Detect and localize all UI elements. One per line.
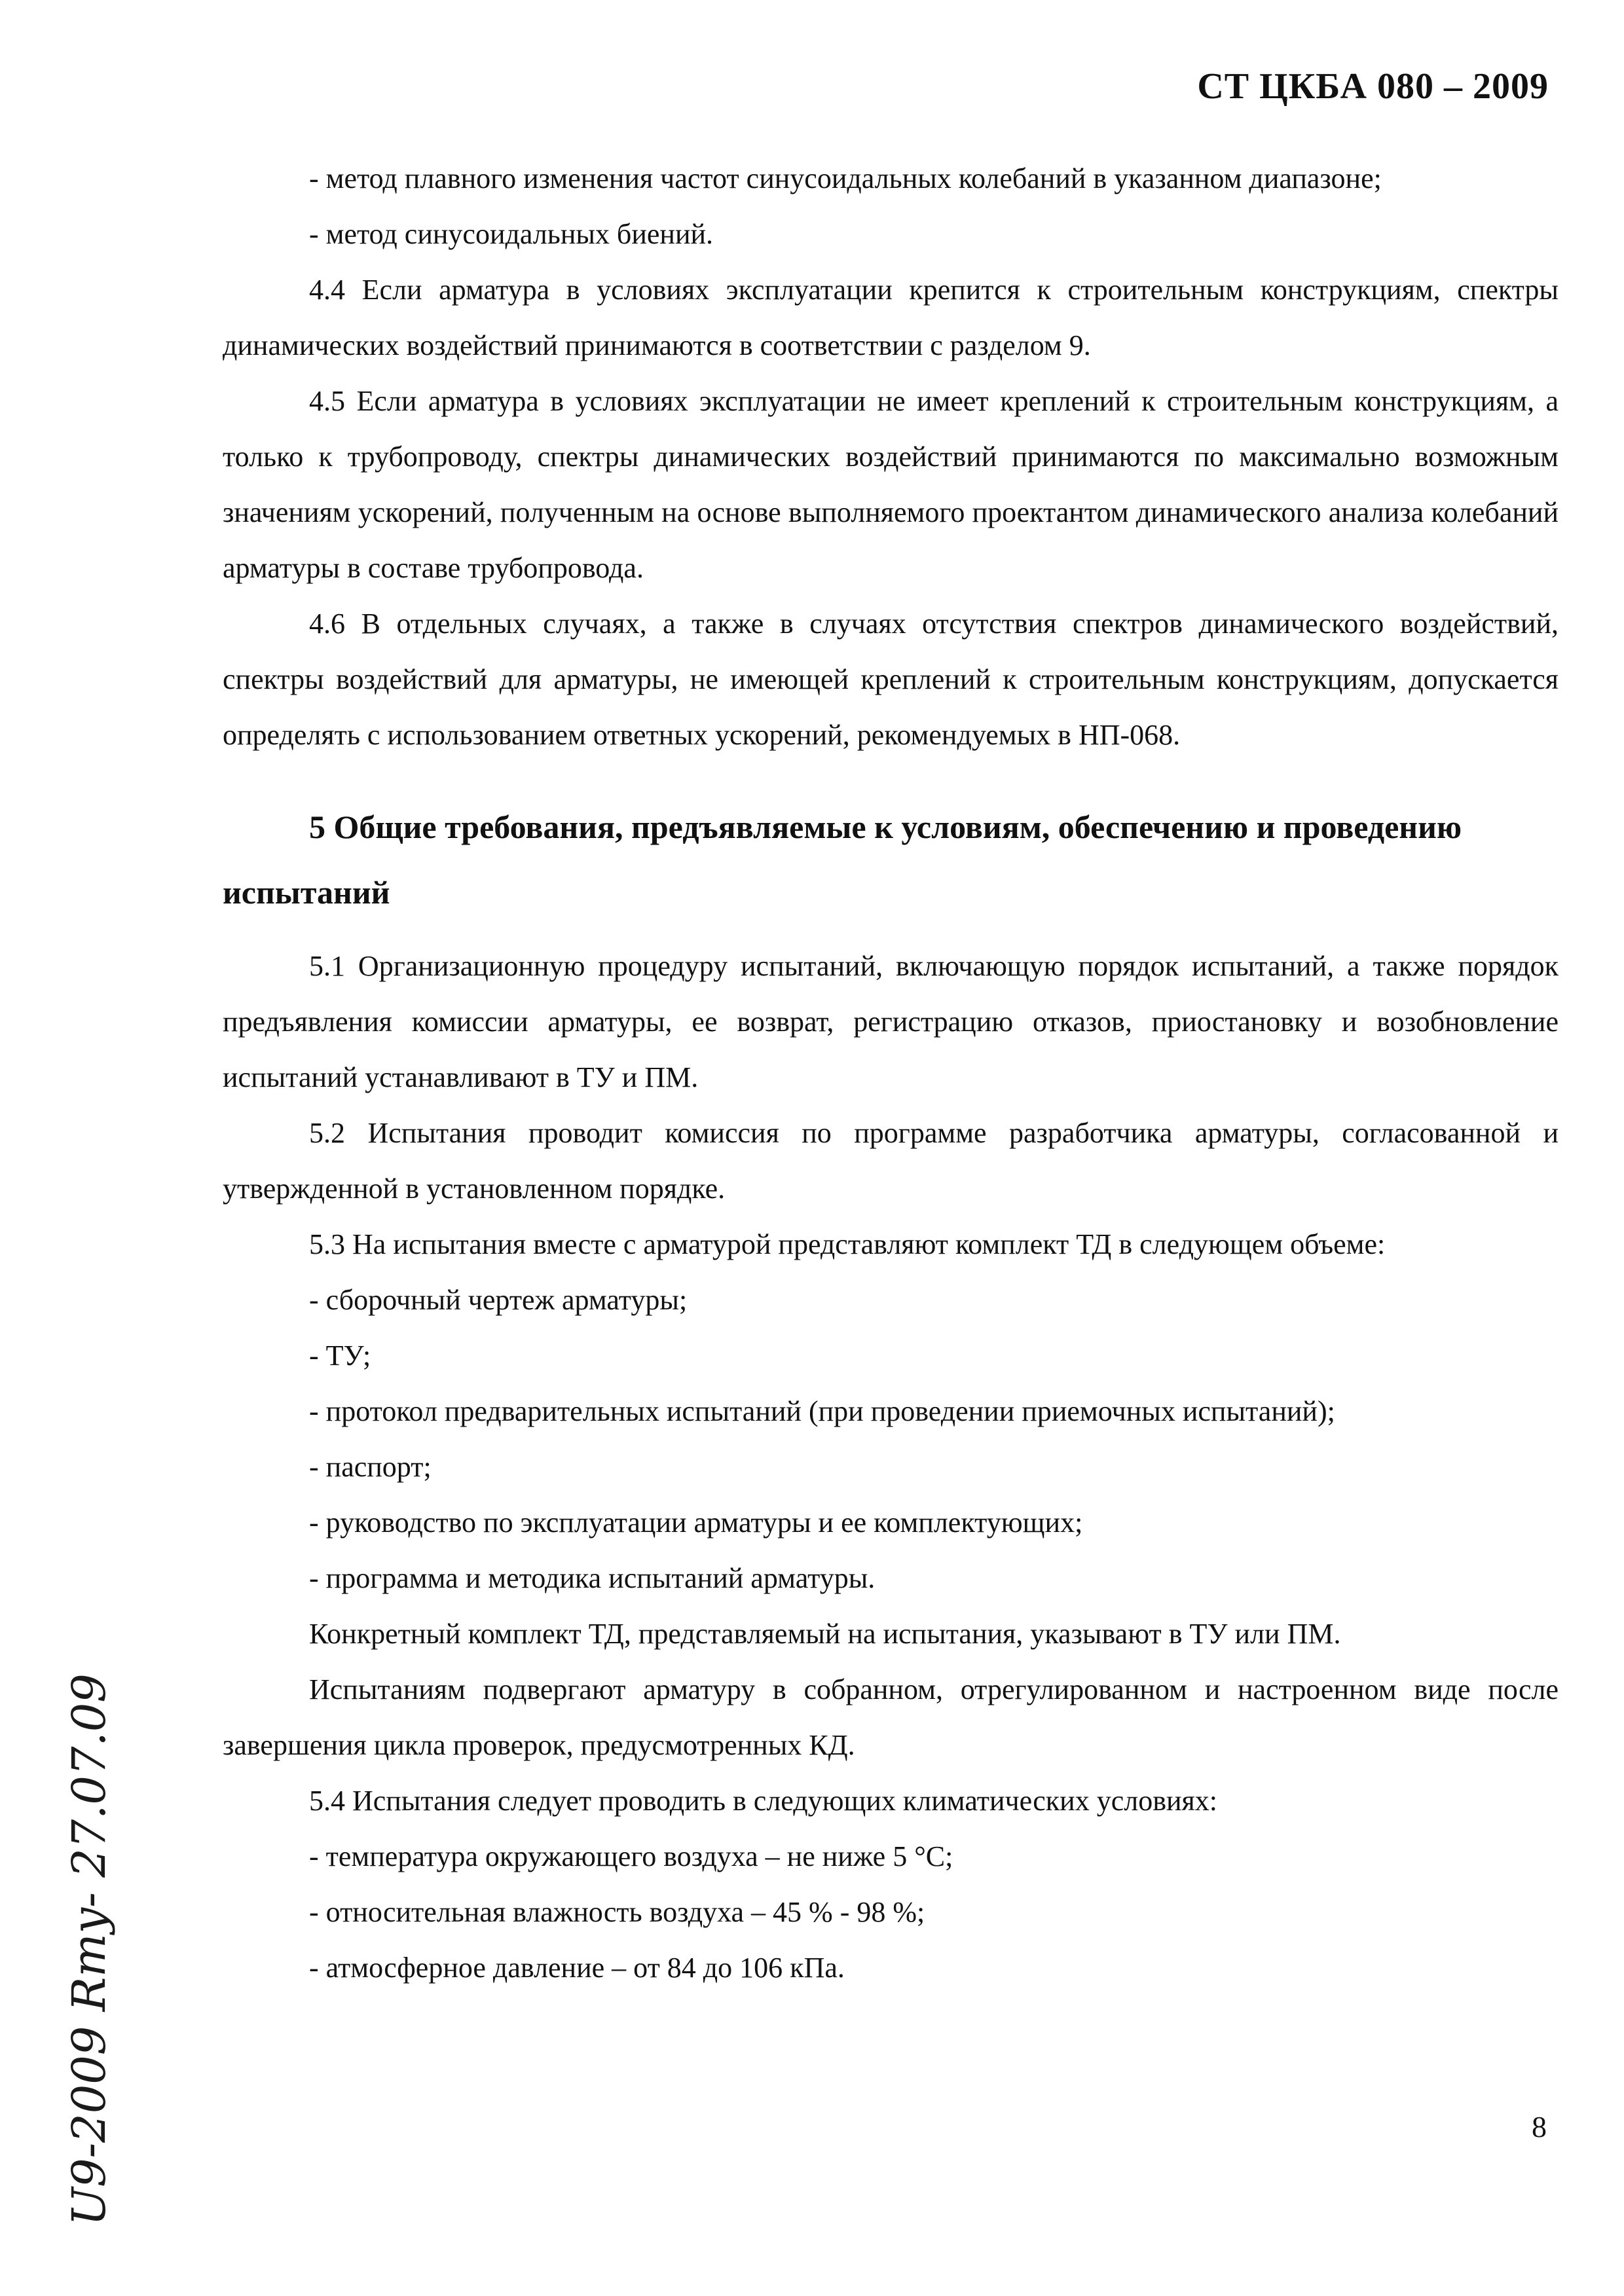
list-item: - относительная влажность воздуха – 45 % - 98 %; xyxy=(309,1896,925,1928)
document-body xyxy=(223,151,1559,1995)
methods-list xyxy=(309,151,1559,262)
paragraph-assembled: Испытаниям подвергают арматуру в собранном, отрегулированном и настроенном виде после завершения цикла проверок, предусмотренных КД. xyxy=(223,1673,1559,1761)
list-item: - руководство по эксплуатации арматуры и ее комплектующих; xyxy=(309,1506,1083,1539)
list-item: - метод плавного изменения частот синусоидальных колебаний в указанном диапазоне; xyxy=(309,162,1382,194)
list-item: - атмосферное давление – от 84 до 106 кПа. xyxy=(309,1952,845,1984)
margin-note-text: U9-2009 Rmy- 27.07.09 xyxy=(62,1673,116,2226)
signature-icon xyxy=(26,1663,157,2252)
document-header: СТ ЦКБА 080 – 2009 xyxy=(1197,66,1549,107)
paragraph-4-5: 4.5 Если арматура в условиях эксплуатации не имеет креплений к строительным конструкциям, а только к трубопроводу, спектры динамических воздействий принимаются по максимально возможным значениям ускорений, полученным на основе выполняемого проектантом динамического анализа колебаний арматуры в составе трубопровода. xyxy=(223,385,1559,584)
section-5-heading: 5 Общие требования, предъявляемые к условиям, обеспечению и проведению испытаний xyxy=(223,809,1462,911)
page-number: 8 xyxy=(1532,2110,1547,2143)
handwritten-margin-note xyxy=(26,1663,157,2252)
list-item: - метод синусоидальных биений. xyxy=(309,218,714,250)
list-item: - ТУ; xyxy=(309,1339,371,1372)
list-item: - сборочный чертеж арматуры; xyxy=(309,1284,688,1316)
documents-list xyxy=(309,1272,1559,1606)
paragraph-5-4: 5.4 Испытания следует проводить в следующих климатических условиях: xyxy=(309,1785,1217,1817)
climate-list xyxy=(309,1829,1559,1995)
list-item: - программа и методика испытаний арматуры. xyxy=(309,1562,876,1594)
paragraph-5-1: 5.1 Организационную процедуру испытаний, включающую порядок испытаний, а также порядок предъявления комиссии арматуры, ее возврат, регистрацию отказов, приостановку и возобновление испытаний устанавливают в ТУ и ПМ. xyxy=(223,950,1559,1093)
paragraph-5-2: 5.2 Испытания проводит комиссия по программе разработчика арматуры, согласованной и утвержденной в установленном порядке. xyxy=(223,1117,1559,1205)
paragraph-4-6: 4.6 В отдельных случаях, а также в случаях отсутствия спектров динамического воздействий, спектры воздействий для арматуры, не имеющей креплений к строительным конструкциям, допускается определять с использованием ответных ускорений, рекомендуемых в НП-068. xyxy=(223,608,1559,751)
paragraph-4-4: 4.4 Если арматура в условиях эксплуатации крепится к строительным конструкциям, спектры динамических воздействий принимаются в соответствии с разделом 9. xyxy=(223,274,1559,361)
list-item: - температура окружающего воздуха – не ниже 5 °С; xyxy=(309,1840,953,1872)
list-item: - паспорт; xyxy=(309,1451,432,1483)
paragraph-kit: Конкретный комплект ТД, представляемый на испытания, указывают в ТУ или ПМ. xyxy=(309,1618,1341,1650)
list-item: - протокол предварительных испытаний (при проведении приемочных испытаний); xyxy=(309,1395,1335,1427)
paragraph-5-3: 5.3 На испытания вместе с арматурой представляют комплект ТД в следующем объеме: xyxy=(309,1228,1386,1260)
